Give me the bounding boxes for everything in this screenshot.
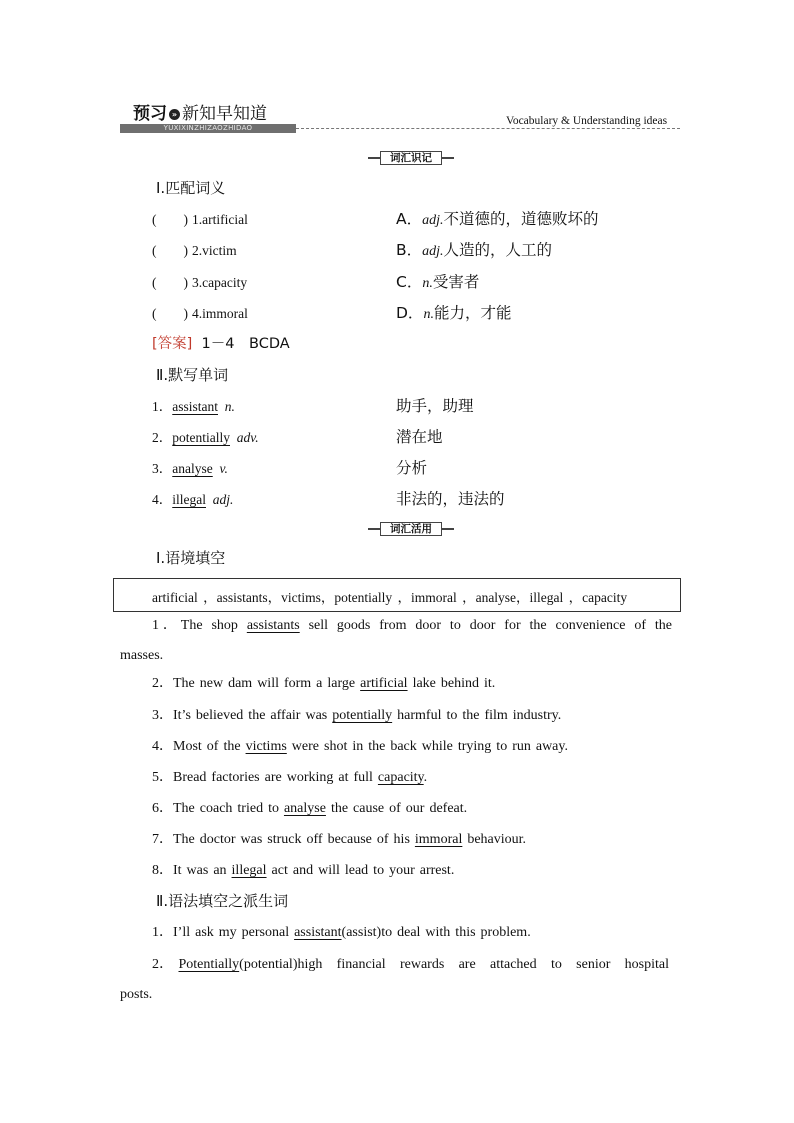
answer-word: assistants bbox=[246, 618, 300, 633]
part1-heading: Ⅰ.匹配词义 bbox=[156, 179, 226, 197]
answer-word: analyse bbox=[172, 461, 213, 476]
blank-paren[interactable]: ( ) bbox=[152, 212, 188, 227]
answer-word: capacity bbox=[377, 770, 424, 785]
derivative-sentence-1: 1．I’ll ask my personal assistant(assist)to deal with this problem. bbox=[152, 925, 531, 940]
sentence-1-cont: masses. bbox=[120, 648, 164, 663]
blank-paren[interactable]: ( ) bbox=[152, 306, 188, 321]
header-pinyin: YUXIXINZHIZAOZHIDAO bbox=[120, 124, 296, 133]
blank-paren[interactable]: ( ) bbox=[152, 243, 188, 258]
sentence-7: 7．The doctor was struck off because of his immoral behaviour. bbox=[152, 832, 527, 847]
option-d: D．n.能力，才能 bbox=[396, 304, 512, 322]
header-title-main: 预习 bbox=[133, 104, 167, 124]
answer-word: immoral bbox=[414, 832, 463, 847]
spell-meaning: 助手，助理 bbox=[396, 397, 474, 415]
option-c: C．n.受害者 bbox=[396, 273, 480, 291]
word-bank-box bbox=[113, 578, 681, 612]
answer-line bbox=[152, 334, 290, 354]
answer-word: assistant bbox=[294, 925, 342, 940]
answer-word: illegal bbox=[172, 492, 206, 507]
answer-word: analyse bbox=[283, 801, 326, 816]
spell-meaning: 非法的，违法的 bbox=[396, 490, 505, 508]
answer-text: 1－4 BCDA bbox=[201, 336, 290, 352]
derivative-sentence-2: 2． Potentially(potential)high financial rewards are attached to senior hospital bbox=[152, 957, 670, 972]
part2-heading: Ⅱ.默写单词 bbox=[156, 366, 229, 384]
match-word: 1.artificial bbox=[192, 212, 248, 227]
arrow-icon: » bbox=[169, 109, 180, 120]
header-title-rest: 新知早知道 bbox=[182, 104, 267, 124]
spell-meaning: 分析 bbox=[396, 459, 428, 477]
spell-item: 3．analyse v. bbox=[152, 461, 228, 476]
sentence-4: 4．Most of the victims were shot in the back while trying to run away. bbox=[152, 739, 568, 754]
answer-word: potentially bbox=[332, 708, 393, 723]
spell-meaning: 潜在地 bbox=[396, 428, 443, 446]
answer-word: assistant bbox=[172, 399, 218, 414]
part3-heading: Ⅰ.语境填空 bbox=[156, 549, 226, 567]
match-word: 2.victim bbox=[192, 243, 237, 258]
sentence-8: 8．It was an illegal act and will lead to your arrest. bbox=[152, 863, 455, 878]
header-title bbox=[133, 99, 267, 124]
section-banner-vocab: 词汇识记 bbox=[368, 151, 454, 165]
option-b: B．adj.人造的，人工的 bbox=[396, 241, 553, 259]
spell-item: 1．assistant n. bbox=[152, 399, 235, 414]
sentence-1: 1．The shop assistants sell goods from door to door for the convenience of the bbox=[152, 618, 673, 633]
spell-item: 4．illegal adj. bbox=[152, 492, 234, 507]
match-word: 3.capacity bbox=[192, 275, 248, 290]
answer-word: Potentially bbox=[178, 957, 240, 972]
derivative-sentence-2-cont: posts. bbox=[120, 987, 153, 1002]
option-a: A．adj.不道德的，道德败坏的 bbox=[396, 210, 599, 228]
word-bank: artificial ，assistants，victims，potentially ，immoral ，analyse，illegal ，capacity bbox=[152, 590, 628, 605]
answer-word: artificial bbox=[360, 676, 408, 691]
match-word: 4.immoral bbox=[192, 306, 248, 321]
blank-paren[interactable]: ( ) bbox=[152, 275, 188, 290]
answer-tag: [答案] bbox=[152, 336, 193, 352]
part4-heading: Ⅱ.语法填空之派生词 bbox=[156, 892, 289, 910]
spell-item: 2．potentially adv. bbox=[152, 430, 259, 445]
answer-word: victims bbox=[245, 739, 287, 754]
sentence-2: 2．The new dam will form a large artificial lake behind it. bbox=[152, 676, 496, 691]
header-divider bbox=[296, 128, 680, 129]
section-banner-usage: 词汇活用 bbox=[368, 522, 454, 536]
answer-word: illegal bbox=[231, 863, 267, 878]
sentence-6: 6．The coach tried to analyse the cause of our defeat. bbox=[152, 801, 468, 816]
sentence-3: 3．It’s believed the affair was potentially harmful to the film industry. bbox=[152, 708, 562, 723]
sentence-5: 5．Bread factories are working at full capacity. bbox=[152, 770, 428, 785]
answer-word: potentially bbox=[172, 430, 230, 445]
header-subtitle: Vocabulary & Understanding ideas bbox=[506, 115, 668, 127]
